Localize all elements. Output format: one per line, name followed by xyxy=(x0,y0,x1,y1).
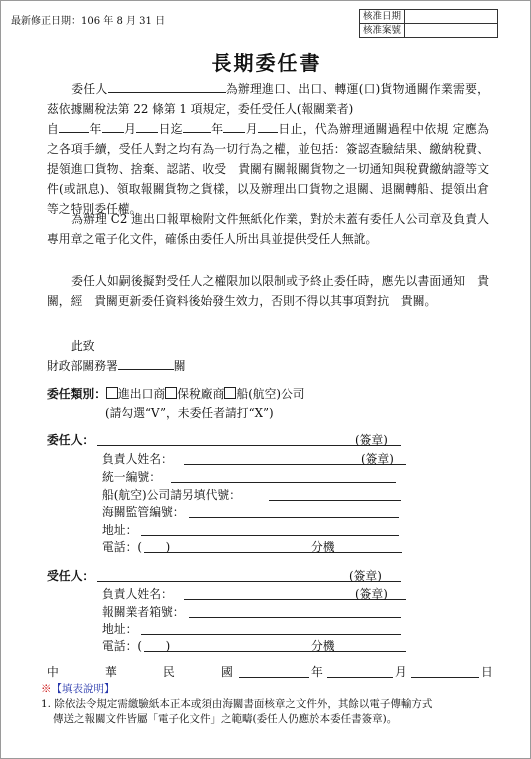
approval-stamp-table xyxy=(359,9,498,38)
from-label: 自 xyxy=(47,122,60,136)
paragraph-3-text: 委任人如嗣後擬對受任人之權限加以限制或予終止委任時，應先以書面通知 貴關，經 貴關更新委任資料後始發生效力，否則不得以其事項對抗 貴關。 xyxy=(47,274,489,308)
agent-seal: (簽章) xyxy=(349,569,382,583)
agent-ext-label: 分機 xyxy=(311,639,335,653)
start-month-blank[interactable] xyxy=(102,121,124,133)
sign-month-line[interactable] xyxy=(327,677,393,678)
revision-date: 最新修正日期：106 年 8 月 31 日 xyxy=(11,16,166,27)
principal-person-seal: (簽章) xyxy=(361,452,394,466)
principal-tax-id-label: 統一編號： xyxy=(102,470,161,484)
date-char-2: 華 xyxy=(105,665,117,679)
agent-person-seal: (簽章) xyxy=(355,587,388,601)
approval-date-label: 核准日期 xyxy=(360,10,405,24)
option-bonded: 保稅廠商 xyxy=(177,387,225,401)
category-row xyxy=(47,385,305,402)
note-item-1b: 傳送之報關文件皆屬「電子化文件」之範疇(委任人仍應於本委任書簽章)。 xyxy=(53,713,398,725)
agent-address-line[interactable] xyxy=(141,634,401,635)
note-item-1: 1. 除依法令規定需繳驗紙本正本或須由海關書面核章之文件外，其餘以電子傳輸方式 xyxy=(41,698,433,710)
year-label: 年 xyxy=(89,122,102,136)
date-char-3: 民 xyxy=(163,665,175,679)
paragraph-1 xyxy=(47,79,489,219)
approval-date-field[interactable] xyxy=(405,10,498,24)
agent-phone-label: 電話：( ) xyxy=(102,639,171,653)
addressee xyxy=(47,357,186,374)
month-label: 月 xyxy=(123,122,137,136)
principal-customs-code-line[interactable] xyxy=(189,517,399,518)
principal-person-label: 負責人姓名： xyxy=(102,452,173,466)
principal-seal: (簽章) xyxy=(355,433,388,447)
checkbox-bonded[interactable] xyxy=(165,387,177,399)
addressee-suffix: 關 xyxy=(173,359,186,373)
paragraph-1-text-a: 為辦理進口、出口、轉運(口)貨物通關作業需要，茲依據關稅法第 22 條第 1 項規定，委任受任人(報關業者) xyxy=(47,82,489,116)
end-year-blank[interactable] xyxy=(183,121,211,133)
category-hint: (請勾選“V”，未委任者請打“X”) xyxy=(105,406,274,420)
agent-person-label: 負責人姓名： xyxy=(102,587,173,601)
sign-year-label: 年 xyxy=(311,665,323,679)
notes-heading xyxy=(41,681,115,696)
date-char-4: 國 xyxy=(221,665,233,679)
option-carrier: 船(航空)公司 xyxy=(236,387,305,401)
principal-ship-code-label: 船(航空)公司請另填代號： xyxy=(102,488,241,502)
paragraph-2-text: 為辦理 C2 進出口報單檢附文件無紙化作業，對於未蓋有委任人公司章及負責人專用章之電子化文件，確係由委任人所出具並提供受任人無訛。 xyxy=(47,212,489,246)
month-label-2: 月 xyxy=(245,122,258,136)
end-month-blank[interactable] xyxy=(223,121,245,133)
start-day-blank[interactable] xyxy=(136,121,158,133)
day-end-label: 日止，代為辦理通關過程中依規 xyxy=(278,122,449,136)
start-year-blank[interactable] xyxy=(59,121,89,133)
principal-lead: 委任人 xyxy=(71,82,108,96)
paragraph-1-text-b: 定應為之各項手續，受任人對之均有為一切行為之權，並包括：簽認查驗結果、繳納稅費、提領進口貨物、捨棄、認諾、收受 貴關有關報關貨物之一切通知與稅費繳納證等文件(或訊息)、領取報關貨物之貨樣，以及辦理出口貨物之退關、退關轉船、提領出倉等之特別委任權。 xyxy=(47,122,489,216)
date-char-1: 中 xyxy=(47,665,59,679)
sign-year-line[interactable] xyxy=(239,677,309,678)
paragraph-3 xyxy=(47,271,489,311)
approval-number-label: 核准案號 xyxy=(360,24,405,38)
notes-heading-text: 【填表說明】 xyxy=(51,683,115,695)
principal-label: 委任人： xyxy=(47,433,95,447)
principal-customs-code-label: 海關監管編號： xyxy=(102,505,185,519)
principal-ext-label: 分機 xyxy=(311,540,335,554)
end-day-blank[interactable] xyxy=(258,121,278,133)
agent-phone-line[interactable] xyxy=(144,651,406,652)
principal-tax-id-line[interactable] xyxy=(171,482,396,483)
category-label: 委任類別： xyxy=(47,387,106,401)
note-mark-icon: ※ xyxy=(41,683,52,695)
paragraph-2 xyxy=(47,209,489,249)
ci-zhi: 此致 xyxy=(71,339,95,353)
principal-name-blank[interactable] xyxy=(108,81,226,93)
sign-day-label: 日 xyxy=(481,665,493,679)
agent-license-label: 報關業者箱號： xyxy=(102,605,185,619)
day-to-label: 日迄 xyxy=(158,122,183,136)
agent-license-line[interactable] xyxy=(189,617,401,618)
principal-address-label: 地址： xyxy=(102,523,138,537)
checkbox-carrier[interactable] xyxy=(224,387,236,399)
approval-number-field[interactable] xyxy=(405,24,498,38)
option-importer: 進出口商 xyxy=(118,387,166,401)
principal-phone-line[interactable] xyxy=(144,552,402,553)
document-title: 長期委任書 xyxy=(211,51,322,75)
customs-office-blank[interactable] xyxy=(118,358,174,370)
sign-day-line[interactable] xyxy=(411,677,479,678)
addressee-prefix: 財政部關務署 xyxy=(47,359,118,373)
principal-address-line[interactable] xyxy=(141,535,399,536)
agent-label: 受任人： xyxy=(47,569,95,583)
checkbox-importer[interactable] xyxy=(106,387,118,399)
sign-month-label: 月 xyxy=(395,665,407,679)
agent-address-label: 地址： xyxy=(102,622,138,636)
principal-ship-code-line[interactable] xyxy=(269,500,401,501)
year-label-2: 年 xyxy=(210,122,224,136)
principal-phone-label: 電話：( ) xyxy=(102,540,171,554)
